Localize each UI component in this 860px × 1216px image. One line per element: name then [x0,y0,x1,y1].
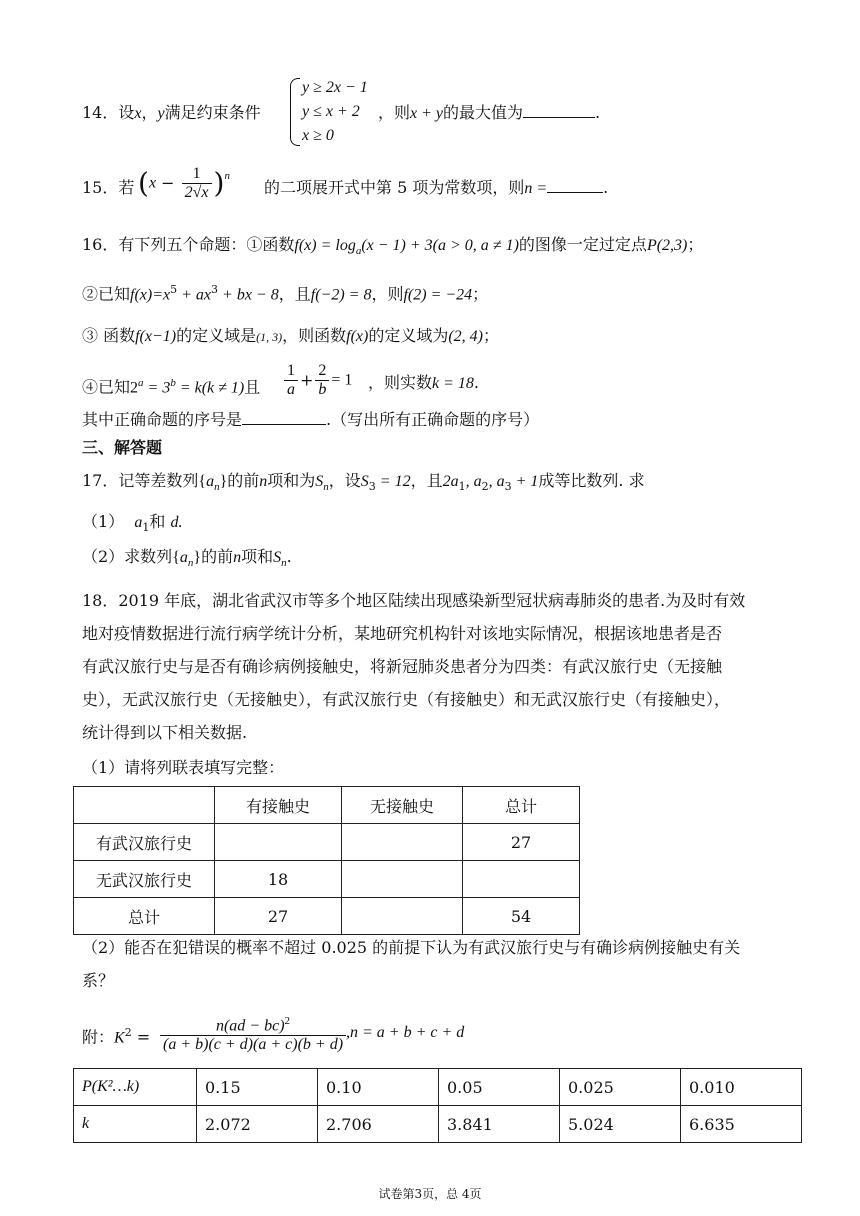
question-17: 17．记等差数列$\{a_n\}$的前n项和为$S_n$，设$S_3 = 12$，且$2a_1$, $a_2$, $a_3 + 1$成等比数列. 求 [82,471,645,494]
table-row: 有接触史 无接触史 总计 [74,787,580,824]
question-18-line-2: 地对疫情数据进行流行病学统计分析，某地研究机构针对该地实际情况，根据该地患者是否 [82,624,723,643]
q15-binomial: (x − $\frac{1}{2√x}$ )$^n$ [138,165,230,201]
question-18-line-4: 史），无武汉旅行史（无接触史），有武汉旅行史（有接触史）和无武汉旅行史（有接触史）， [82,690,731,709]
question-16-line-2: ②已知$f(x)=x^5 + ax^3$ + bx − 8，且f(−2) = 8，则f(2) = −24； [82,283,489,304]
table-row: 总计 27 54 [74,898,580,935]
q16-fractions: $\frac{1}{a}$ + $\frac{2}{b}$ = 1 [282,362,352,399]
table-row: 有武汉旅行史 27 [74,824,580,861]
table-row: k 2.072 2.706 3.841 5.024 6.635 [74,1106,802,1143]
question-16-line-5: 其中正确命题的序号是 .（写出所有正确命题的序号） [82,410,540,429]
page-footer: 试卷第3页，总 4页 [378,1187,482,1201]
section-heading: 三、解答题 [82,438,163,457]
question-18-line-3: 有武汉旅行史与是否有确诊病例接触史，将新冠肺炎患者分为四类：有武汉旅行史（无接触 [82,657,723,676]
question-16-line-4: ④已知$2^a = 3^b = k(k \ne 1)$且 $\frac{1}{a}$ + $\frac{2}{b}$ = 1 ，则实数k = 18. [82,362,480,398]
question-18-line-5: 统计得到以下相关数据. [82,723,248,742]
question-18-part-2-line-1: （2）能否在犯错误的概率不超过 0.025 的前提下认为有武汉旅行史与有确诊病例接触史有关 [82,938,741,957]
contingency-table [73,786,580,935]
constraint-3: x ≥ 0 [302,127,334,144]
q14-constraint-system [290,76,368,148]
q15-tail: 的二项展开式中第 5 项为常数项，则n = . [264,178,609,197]
table-row: 无武汉旅行史 18 [74,861,580,898]
q14-tail: ，则x + y的最大值为 . [378,103,601,122]
answer-blank[interactable] [547,178,603,193]
question-16-line-3: ③ 函数f(x−1)的定义域是(1, 3)，则函数f(x)的定义域为(2, 4)； [82,326,500,345]
question-17-part-1: （1） $a_1$和 d. [82,512,183,535]
question-18-part-1: （1）请将列联表填写完整： [82,758,285,777]
constraint-2: y ≤ x + 2 [302,103,360,120]
q14-lead: 14．设x，y满足约束条件 [82,103,261,122]
appendix-formula: 附：$K^2$ = $\frac{n(ad - bc)^2}{(a + b)(c + d)(a + c)(b + d)}$ ,n = a + b + c + d [82,1012,800,1058]
q15-fraction: $\frac{1}{2√x}$ [182,165,212,202]
table-row: P(K²…k) 0.15 0.10 0.05 0.025 0.010 [74,1069,802,1106]
question-15: 15．若 (x − $\frac{1}{2√x}$ )$^n$ 的二项展开式中第 5 项为常数项，则n = . [82,165,609,201]
answer-blank[interactable] [523,103,595,118]
question-17-part-2: （2）求数列$\{a_n\}$的前n项和$S_n$. [82,547,292,570]
question-16-line-1: 16．有下列五个命题：①函数$f(x) = \log_a(x - 1) + 3(a > 0$, a ≠ 1)的图像一定过定点P(2,3)； [82,235,704,258]
chi-square-fraction: $\frac{n(ad - bc)^2}{(a + b)(c + d)(a + c)(b + d)}$ [160,1012,346,1054]
answer-blank[interactable] [242,410,326,425]
question-14 [82,76,800,150]
constraint-1: y ≥ 2x − 1 [302,79,368,96]
question-18-part-2-line-2: 系？ [82,971,115,990]
question-18-line-1: 18．2019 年底，湖北省武汉市等多个地区陆续出现感染新型冠状病毒肺炎的患者.为及时有效 [82,591,746,610]
critical-value-table [73,1068,802,1143]
